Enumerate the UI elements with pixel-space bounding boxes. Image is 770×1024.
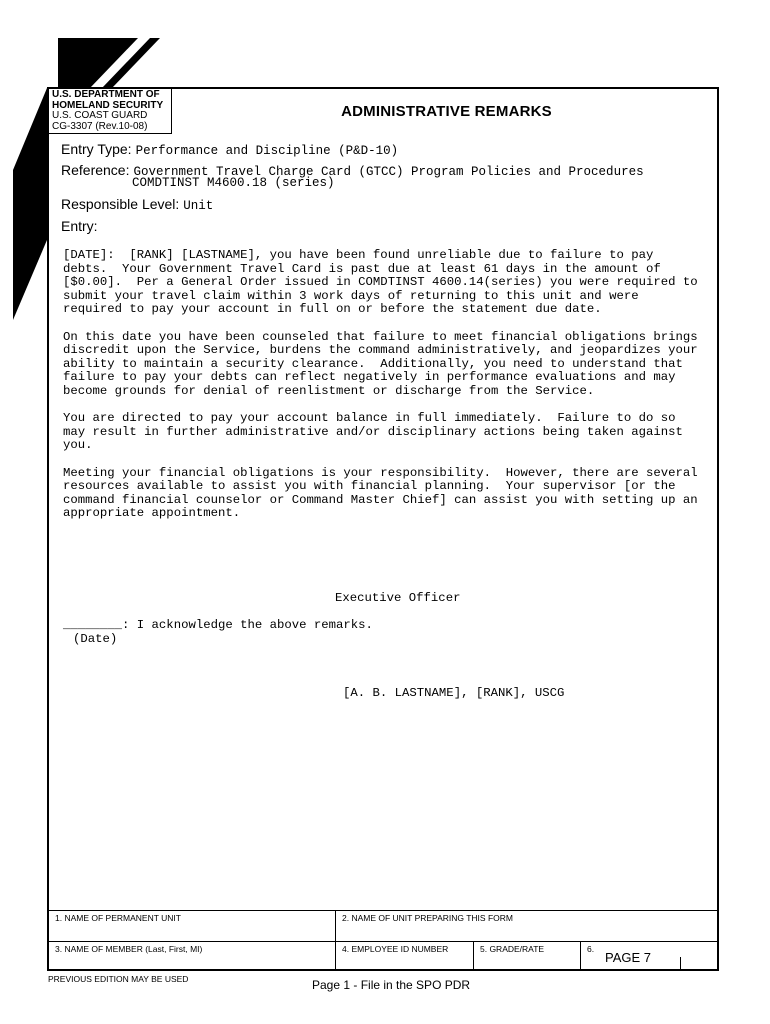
- entry-paragraph: [DATE]: [RANK] [LASTNAME], you have been found unreliable due to failure to pay debts. Your Government Travel Card is past due at least 61 days in the amount of [$0.00]. Per a General Order issued in COMDTINST 4600.14(series) you were required to submit your travel claim within 3 work days of returning to this unit and were required to pay your account in full on or before the statement due date.: [63, 248, 698, 317]
- responsible-level-label: Responsible Level:: [61, 196, 180, 212]
- form-frame: [47, 87, 719, 971]
- grid-divider-middle: [49, 941, 717, 942]
- grid-divider-top: [49, 910, 717, 911]
- entry-paragraph: On this date you have been counseled that failure to meet financial obligations brings discredit upon the Service, burdens the command administratively, and jeopardizes your ability to maintain a security clearance. Additionally, you need to understand that failure to pay your debts can reflect negatively in performance evaluations and may become grounds for denial of reenlistment or discharge from the Service.: [63, 329, 698, 398]
- agency-line1: U.S. DEPARTMENT OF: [52, 89, 160, 100]
- member-signature: [A. B. LASTNAME], [RANK], USCG: [343, 686, 565, 700]
- entry-type-row: [61, 141, 398, 159]
- page-cell-label: 6.: [587, 944, 595, 954]
- page-tick-mark: [680, 957, 681, 971]
- employee-id-label: 4. EMPLOYEE ID NUMBER: [342, 944, 449, 954]
- grid-divider-vertical-1: [335, 910, 336, 971]
- member-name-label: 3. NAME OF MEMBER (Last, First, MI): [55, 944, 203, 954]
- edition-note: PREVIOUS EDITION MAY BE USED: [48, 974, 189, 984]
- reference-label: Reference:: [61, 162, 130, 178]
- preparing-unit-label: 2. NAME OF UNIT PREPARING THIS FORM: [342, 913, 513, 923]
- entry-row: [61, 218, 98, 236]
- reference-value-line1: Government Travel Charge Card (GTCC) Program Policies and Procedures: [133, 165, 644, 179]
- form-number: CG-3307 (Rev.10-08): [52, 120, 148, 132]
- officer-title: Executive Officer: [335, 591, 461, 605]
- reference-value-line2: COMDTINST M4600.18 (series): [132, 176, 335, 190]
- agency-line3: U.S. COAST GUARD: [52, 110, 148, 121]
- page-note: Page 1 - File in the SPO PDR: [312, 978, 471, 992]
- agency-line2: HOMELAND SECURITY: [52, 99, 164, 111]
- grid-divider-vertical-3: [580, 941, 581, 971]
- date-caption: (Date): [73, 632, 118, 646]
- entry-paragraph: You are directed to pay your account balance in full immediately. Failure to do so may result in further administrative and/or disciplinary actions being taken against you.: [63, 411, 683, 453]
- entry-label: Entry:: [61, 218, 98, 234]
- entry-paragraph: Meeting your financial obligations is your responsibility. However, there are several resources available to assist you with financial planning. Your supervisor [or the command financial counselor or Command Master Chief] can assist you with setting up an appropriate appointment.: [63, 465, 698, 521]
- permanent-unit-label: 1. NAME OF PERMANENT UNIT: [55, 913, 181, 923]
- agency-header: [49, 89, 172, 134]
- page-number: PAGE 7: [605, 950, 652, 965]
- responsible-level-row: [61, 196, 213, 214]
- entry-body: [63, 249, 718, 534]
- entry-type-value: Performance and Discipline (P&D-10): [135, 144, 399, 158]
- grid-divider-vertical-2: [473, 941, 474, 971]
- entry-type-label: Entry Type:: [61, 141, 132, 157]
- grade-rate-label: 5. GRADE/RATE: [480, 944, 545, 954]
- responsible-level-value: Unit: [183, 199, 214, 213]
- form-title: ADMINISTRATIVE REMARKS: [341, 103, 552, 120]
- acknowledgement-line: ________: I acknowledge the above remarks.: [63, 618, 373, 632]
